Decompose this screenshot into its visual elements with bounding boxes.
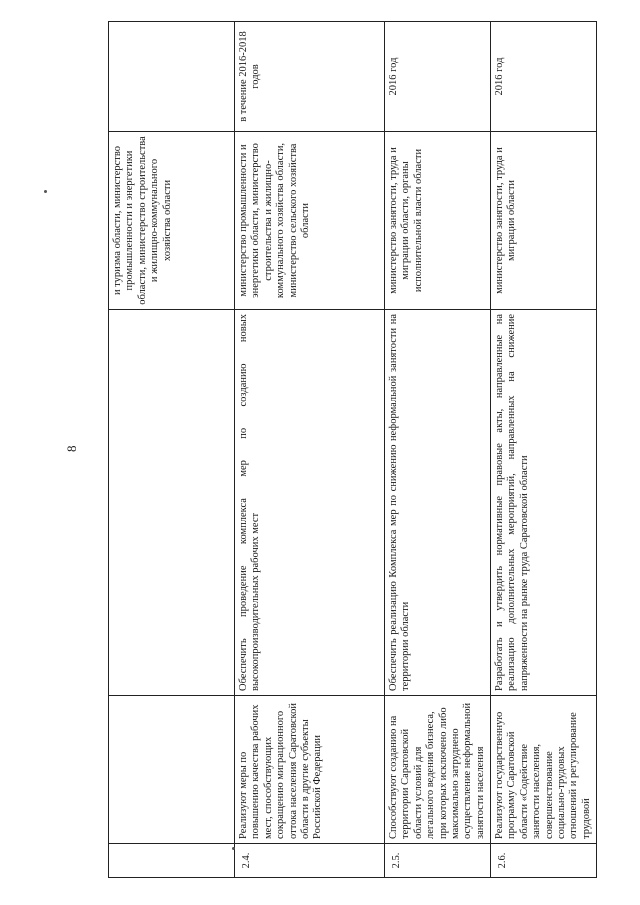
page-number: 8 bbox=[64, 445, 79, 452]
scan-speck bbox=[232, 847, 235, 850]
task-cell: Способствуют созданию на территории Саратовской области условий для легального ведения бизнеса, при которых исключено либо максимально затруднено осуществление неформальной занятости населения bbox=[385, 696, 491, 844]
measure-cell bbox=[109, 310, 235, 696]
task-cell: Реализуют меры по повышению качества рабочих мест, способствующих сокращению миграционного оттока населения Саратовской области в другие субъекты Российской Федерации bbox=[235, 696, 385, 844]
executor-cell: министерство занятости, труда и миграции области, органы исполнительной власти области bbox=[385, 132, 491, 310]
executor-cell: министерство промышленности и энергетики области, министерство строительства и жилищно-коммунального хозяйства области, министерство сельского хозяйства области bbox=[235, 132, 385, 310]
row-number bbox=[109, 844, 235, 878]
row-number: 2.5. bbox=[385, 844, 491, 878]
measure-cell: Обеспечить проведение комплекса мер по созданию новых высокопроизводительных рабочих мест bbox=[235, 310, 385, 696]
executor-cell: министерство занятости, труда и миграции области bbox=[491, 132, 597, 310]
scan-speck bbox=[44, 190, 47, 193]
row-number: 2.4. bbox=[235, 844, 385, 878]
table-row bbox=[491, 22, 597, 878]
measure-cell: Разработать и утвердить нормативные правовые акты, направленные на реализацию дополнительных мероприятий, направленных на снижение напряженности на рынке труда Саратовской области bbox=[491, 310, 597, 696]
task-cell bbox=[109, 696, 235, 844]
executor-cell: и туризма области, министерство промышленности и энергетики области, министерство строительства и жилищно-коммунального хозяйства области bbox=[109, 132, 235, 310]
table-row bbox=[109, 22, 235, 878]
table-row bbox=[385, 22, 491, 878]
term-cell: 2016 год bbox=[491, 22, 597, 132]
term-cell bbox=[109, 22, 235, 132]
term-cell: 2016 год bbox=[385, 22, 491, 132]
task-cell: Реализуют государственную программу Саратовской области «Содействие занятости населения, совершенствование социально-трудовых отношений и регулирование трудовой bbox=[491, 696, 597, 844]
row-number: 2.6. bbox=[491, 844, 597, 878]
measures-table bbox=[108, 21, 597, 878]
measure-cell: Обеспечить реализацию Комплекса мер по снижению неформальной занятости на территории области bbox=[385, 310, 491, 696]
term-cell: в течение 2016-2018 годов bbox=[235, 22, 385, 132]
landscape-table-page bbox=[108, 22, 592, 878]
table-row bbox=[235, 22, 385, 878]
